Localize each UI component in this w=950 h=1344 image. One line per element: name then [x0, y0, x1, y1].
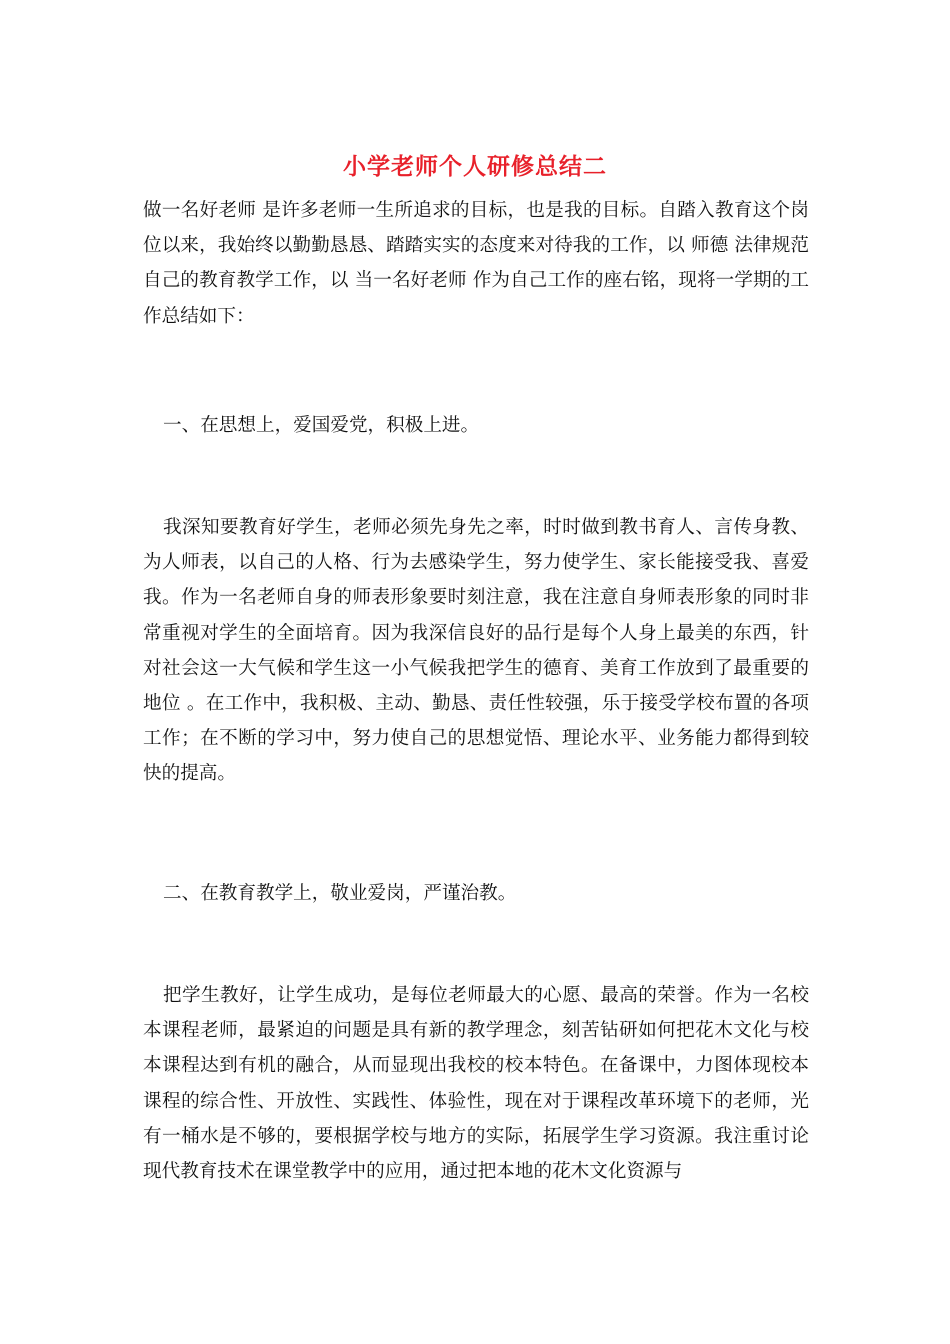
- intro-paragraph: 做一名好老师 是许多老师一生所追求的目标，也是我的目标。自踏入教育这个岗位以来，我始终以勤勤恳恳、踏踏实实的态度来对待我的工作，以 师德 法律规范自己的教育教学工作，以 当一名好老师 作为自己工作的座右铭，现将一学期的工作总结如下：: [143, 200, 809, 327]
- section-1-heading: 一、在思想上，爱国爱党，积极上进。: [163, 415, 480, 436]
- document-title: 小学老师个人研修总结二: [343, 153, 607, 180]
- section-1-paragraph: 我深知要教育好学生，老师必须先身先之率，时时做到教书育人、言传身教、为人师表，以自己的人格、行为去感染学生，努力使学生、家长能接受我、喜爱我。作为一名老师自身的师表形象要时刻注意，我在注意自身师表形象的同时非常重视对学生的全面培育。因为我深信良好的品行是每个人身上最美的东西，针对社会这一大气候和学生这一小气候我把学生的德育、美育工作放到了最重要的地位 。在工作中，我积极、主动、勤恳、责任性较强，乐于接受学校布置的各项工作；在不断的学习中，努力使自己的思想觉悟、理论水平、业务能力都得到较快的提高。: [143, 517, 809, 785]
- section-2-heading: 二、在教育教学上，敬业爱岗，严谨治教。: [163, 883, 517, 904]
- section-2-paragraph: 把学生教好，让学生成功，是每位老师最大的心愿、最高的荣誉。作为一名校本课程老师，最紧迫的问题是具有新的教学理念，刻苦钻研如何把花木文化与校本课程达到有机的融合，从而显现出我校的校本特色。在备课中，力图体现校本课程的综合性、开放性、实践性、体验性，现在对于课程改革环境下的老师，光有一桶水是不够的，要根据学校与地方的实际，拓展学生学习资源。我注重讨论现代教育技术在课堂教学中的应用，通过把本地的花木文化资源与: [143, 985, 809, 1183]
